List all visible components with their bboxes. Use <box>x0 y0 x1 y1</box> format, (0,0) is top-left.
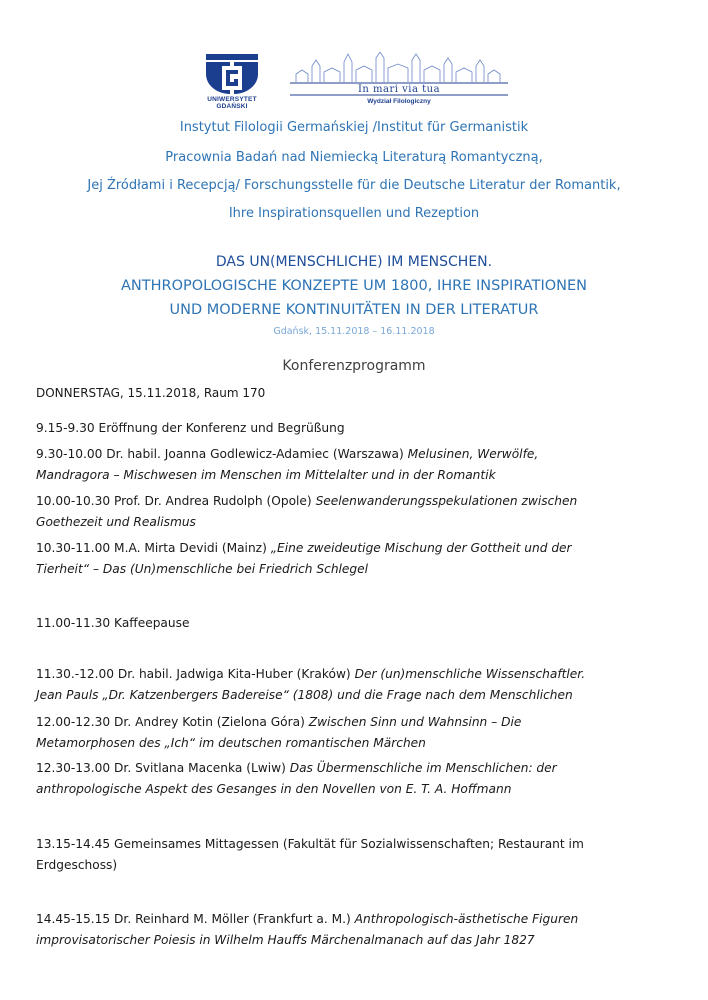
day-heading: DONNERSTAG, 15.11.2018, Raum 170 <box>36 386 266 400</box>
conference-title-line-3: UND MODERNE KONTINUITÄTEN IN DER LITERATUR <box>169 302 539 318</box>
conference-title-line-1: DAS UN(MENSCHLICHE) IM MENSCHEN. <box>215 254 493 270</box>
program-entry: 9.30-10.00 Dr. habil. Joanna Godlewicz-Adamiec (Warszawa) Melusinen, Werwölfe, Mandragora – Mischwesen im Menschen im Mittelalter und in der Romantik <box>36 447 539 482</box>
program-entry: 14.45-15.15 Dr. Reinhard M. Möller (Frankfurt a. M.) Anthropologisch-ästhetische Figuren improvisatorischer Poiesis in Wilhelm Hauffs Märchenalmanach auf das Jahr 1827 <box>36 912 579 947</box>
program-entry-lunch: 13.15-14.45 Gemeinsames Mittagessen (Fakultät für Sozialwissenschaften; Restaurant im Erdgeschoss) <box>36 837 584 872</box>
program-entry: 12.00-12.30 Dr. Andrey Kotin (Zielona Góra) Zwischen Sinn und Wahnsinn – Die Metamorphosen des „Ich“ im deutschen romantischen Märchen <box>36 715 522 750</box>
program-entry: 9.15-9.30 Eröffnung der Konferenz und Begrüßung <box>36 421 345 435</box>
motto-text: In mari via tua <box>357 84 441 95</box>
program-entry: 11.30.-12.00 Dr. habil. Jadwiga Kita-Huber (Kraków) Der (un)menschliche Wissenschaftler. Jean Pauls „Dr. Katzenbergers Badereise“ (1808) und die Frage nach dem Menschlichen <box>36 667 586 702</box>
institute-line-4: Ihre Inspirationsquellen und Rezeption <box>228 206 480 221</box>
program-entry: 10.00-10.30 Prof. Dr. Andrea Rudolph (Opole) Seelenwanderungsspekulationen zwischen Goethezeit und Realismus <box>36 494 578 529</box>
program-entry: 10.30-11.00 M.A. Mirta Devidi (Mainz) „Eine zweideutige Mischung der Gottheit und der Tierheit“ – Das (Un)menschliche bei Friedrich Schlegel <box>36 541 572 576</box>
program-entry-break: 11.00-11.30 Kaffeepause <box>36 616 190 630</box>
faculty-name: Wydział Filologiczny <box>367 98 431 105</box>
institute-line-3: Jej Źródłami i Recepcją/ Forschungsstelle für die Deutsche Literatur der Romantik, <box>87 178 621 193</box>
conference-title-line-2: ANTHROPOLOGISCHE KONZEPTE UM 1800, IHRE INSPIRATIONEN <box>120 278 587 294</box>
header-logos <box>0 52 708 112</box>
program-entry: 12.30-13.00 Dr. Svitlana Macenka (Lwiw) Das Übermenschliche im Menschlichen: der anthropologische Aspekt des Gesanges in den Novellen von E. T. A. Hoffmann <box>36 761 557 796</box>
program-heading: Konferenzprogramm <box>282 358 426 374</box>
university-name: UNIWERSYTET GDAŃSKI <box>207 96 257 110</box>
place-date: Gdańsk, 15.11.2018 – 16.11.2018 <box>273 326 435 337</box>
institute-line-1: Instytut Filologii Germańskiej /Institut für Germanistik <box>179 120 529 135</box>
institute-line-2: Pracownia Badań nad Niemiecką Literaturą Romantyczną, <box>165 150 543 165</box>
